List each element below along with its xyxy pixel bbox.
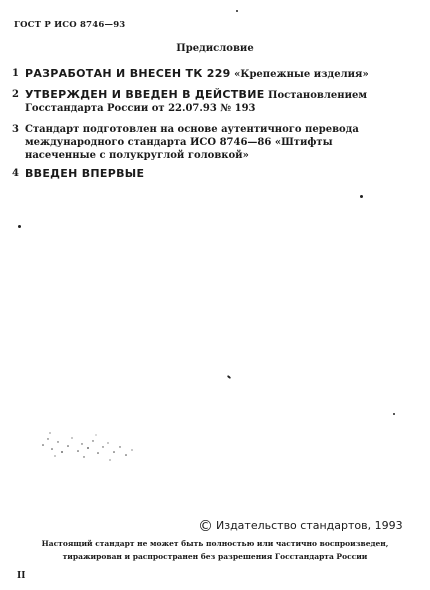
item-number: 4	[12, 168, 19, 179]
page-number: II	[17, 571, 26, 581]
preface-item-2	[12, 88, 387, 115]
copyright-line	[198, 517, 403, 535]
item-number: 2	[12, 89, 19, 100]
copyright-text: Издательство стандартов, 1993	[216, 519, 403, 532]
item-text: «Крепежные изделия»	[234, 69, 369, 80]
section-title: Предисловие	[176, 43, 254, 54]
item-number: 3	[12, 124, 19, 135]
preface-item-3	[12, 123, 387, 162]
scan-speck	[236, 10, 238, 12]
item-caps-text: УТВЕРЖДЕН И ВВЕДЕН В ДЕЙСТВИЕ	[25, 88, 265, 101]
item-text: Стандарт подготовлен на основе аутентичного перевода международного стандарта ИСО 8746—86 «Штифты насеченные с полукруглой головкой»	[25, 124, 359, 161]
item-text: Постановлением Госстандарта России от 22.07.93 № 193	[25, 90, 368, 114]
document-header-code: ГОСТ Р ИСО 8746—93	[14, 20, 126, 30]
scan-speck	[227, 375, 231, 379]
item-number: 1	[12, 68, 19, 79]
preface-item-4	[12, 167, 387, 181]
item-caps-text: ВВЕДЕН ВПЕРВЫЕ	[25, 167, 145, 180]
reproduction-notice-line-2: тиражирован и распространен без разрешения Госстандарта России	[62, 552, 368, 561]
scan-speck	[393, 413, 395, 415]
reproduction-notice-line-1: Настоящий стандарт не может быть полностью или частично воспроизведен,	[41, 539, 389, 548]
copyright-symbol: ©	[198, 517, 213, 535]
scan-noise-mark	[38, 425, 138, 470]
preface-item-1	[12, 67, 387, 81]
scan-speck	[360, 195, 363, 198]
item-caps-text: РАЗРАБОТАН И ВНЕСЕН ТК 229	[25, 67, 231, 80]
scan-speck	[18, 225, 21, 228]
